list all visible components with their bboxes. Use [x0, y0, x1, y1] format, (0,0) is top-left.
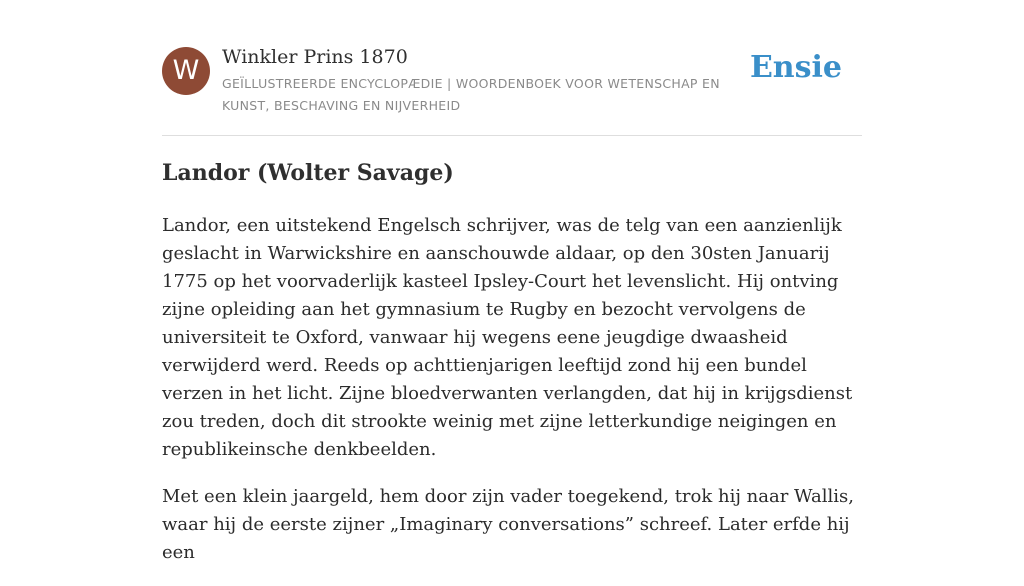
ensie-logo[interactable]: Ensie: [749, 50, 842, 85]
article-paragraph: Met een klein jaargeld, hem door zijn vader toegekend, trok hij naar Wallis, waar hij de eerste zijner „Imaginary conversations” schreef. Later erfde hij een: [162, 486, 854, 563]
article-body: [162, 212, 867, 586]
source-subtitle: GEÏLLUSTREERDE ENCYCLOPÆDIE | WOORDENBOEK VOOR WETENSCHAP EN KUNST, BESCHAVING EN NIJVERHEID: [222, 76, 720, 113]
source-avatar[interactable]: W: [162, 47, 210, 95]
article-title: Landor (Wolter Savage): [162, 160, 454, 186]
source-header: [162, 44, 862, 136]
source-title[interactable]: Winkler Prins 1870: [222, 46, 408, 68]
article-paragraph: Landor, een uitstekend Engelsch schrijver, was de telg van een aanzienlijk geslacht in Warwickshire en aanschouwde aldaar, op den 30sten Januarij 1775 op het voorvaderlijk kasteel Ipsley-Court het levenslicht. Hij ontving zijne opleiding aan het gymnasium te Rugby en bezocht vervolgens de universiteit te Oxford, vanwaar hij wegens eene jeugdige dwaasheid verwijderd werd. Reeds op achttienjarigen leeftijd zond hij een bundel verzen in het licht. Zijne bloedverwanten verlangden, dat hij in krijgsdienst zou treden, doch dit strookte weinig met zijne letterkundige neigingen en republikeinsche denkbeelden.: [162, 215, 853, 460]
